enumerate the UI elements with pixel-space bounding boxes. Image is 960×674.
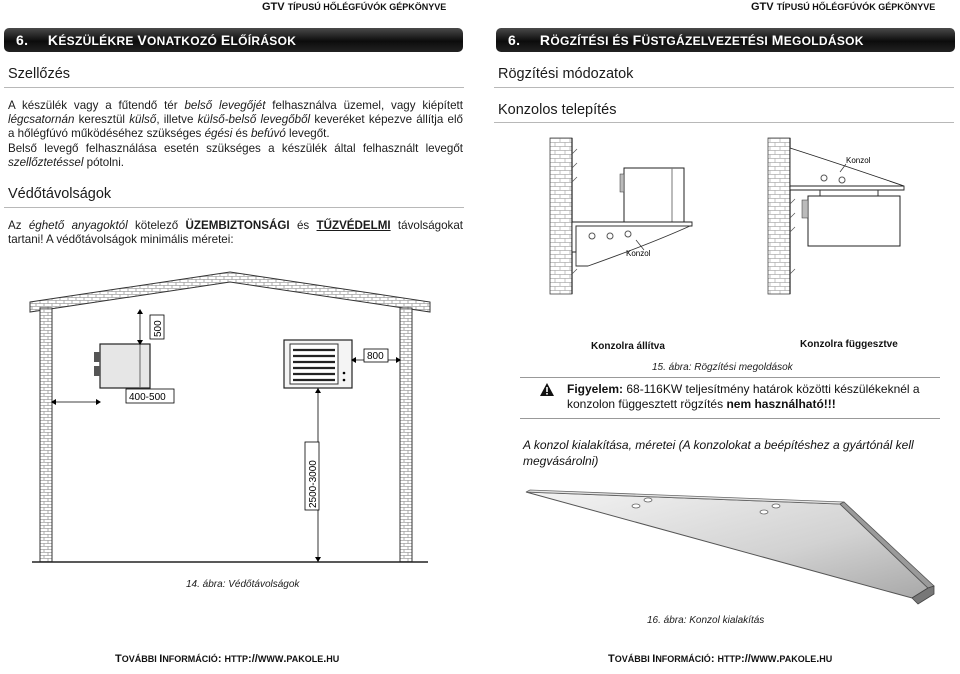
section-number: 6.: [16, 32, 29, 48]
heater-front-view: [284, 340, 352, 388]
running-head-right: [751, 1, 935, 13]
paragraph: [8, 219, 463, 247]
section-bar-right: [496, 28, 955, 52]
text-run: TŰZVÉDELMI: [316, 219, 391, 232]
running-head-text: TÍPUSÚ HŐLÉGFÚVÓK GÉPKÖNYVE: [776, 2, 936, 12]
text-run: pótolni.: [83, 155, 125, 169]
running-head-left: [262, 1, 446, 13]
figure-caption-14: 14. ábra: Védőtávolságok: [186, 579, 300, 590]
section-number: 6.: [508, 32, 521, 48]
heading-rule: [4, 207, 464, 208]
section-bar-left: [4, 28, 463, 52]
paragraph: [8, 99, 463, 142]
bracket-plate: [526, 492, 928, 598]
text-run: távolságokat tartani! A védőtávolságok minimális méretei:: [8, 219, 464, 247]
text-run: 68-116KW teljesítmény határok közötti készülékeknél a konzolon függesztett rögzítés: [567, 382, 920, 411]
protective-distance-diagram: [28, 264, 438, 584]
text-run: külső-belső levegőből: [197, 113, 311, 127]
heading-vedotavolsagok: Védőtávolságok: [8, 186, 112, 202]
footer-left: TOVÁBBI INFORMÁCIÓ: HTTP://WWW.PAKOLE.HU: [115, 653, 340, 665]
text-run: , illetve: [156, 113, 198, 127]
section-title: RÖGZÍTÉSI ÉS FÜSTGÁZELVEZETÉSI MEGOLDÁSOK: [539, 32, 864, 48]
heading-rule: [494, 122, 954, 123]
text-run: külső: [129, 113, 157, 127]
heater-side-view: [94, 344, 150, 388]
text-run: belső levegőjét: [184, 99, 266, 112]
figure-caption-15: 15. ábra: Rögzítési megoldások: [652, 362, 793, 373]
text-run: levegőt.: [285, 127, 330, 141]
text-run: Az: [8, 219, 29, 232]
text-run: és: [289, 219, 317, 232]
dim-2500-3000: 2500-3000: [308, 460, 319, 508]
bracket-hanging: [768, 138, 904, 294]
warning-rule-bottom: [520, 418, 940, 419]
konzol-text: A konzol kialakítása, méretei (A konzolokat a beépítéshez a gyártónál kell megvásárolni): [523, 438, 914, 468]
warning-rule-top: [520, 377, 940, 378]
text-run: szellőztetéssel: [8, 155, 84, 169]
text-run: keveréket képezve állítja elő a hőlégfúvó működéséhez szükséges: [8, 113, 463, 141]
text-run: befúvó: [250, 127, 286, 141]
footer-right: TOVÁBBI INFORMÁCIÓ: HTTP://WWW.PAKOLE.HU: [608, 653, 833, 665]
heading-szellozes: Szellőzés: [8, 66, 71, 82]
text-run: égési: [204, 127, 233, 141]
dim-500: 500: [153, 320, 164, 337]
text-run: felhasználva üzemel, vagy kiépített: [265, 99, 463, 112]
text-run: Figyelem:: [567, 382, 624, 396]
label-konzolra-fuggesztve: Konzolra függesztve: [800, 339, 898, 350]
dim-800: 800: [367, 351, 384, 362]
bracket-standing: [550, 138, 692, 294]
text-run: Belső levegő felhasználása esetén szükséges a készülék által felhasznált levegőt: [8, 141, 463, 155]
bracket-design-drawing: [520, 484, 940, 614]
szellozes-text: [8, 99, 463, 170]
vedotav-text: [8, 219, 463, 247]
text-run: keresztül: [74, 113, 130, 127]
konzol-label-2: Konzol: [846, 156, 871, 165]
konzol-label-1: Konzol: [626, 249, 651, 258]
right-wall: [400, 308, 412, 562]
warning-text: [567, 382, 937, 412]
running-head-brand: GTV: [751, 1, 774, 13]
warning-triangle-icon: [540, 383, 554, 396]
heading-rogzitesi: Rögzítési módozatok: [498, 66, 634, 82]
text-run: légcsatornán: [8, 113, 75, 127]
section-title: KÉSZÜLÉKRE VONATKOZÓ ELŐÍRÁSOK: [47, 32, 297, 48]
heading-rule: [4, 87, 464, 88]
left-wall: [40, 308, 52, 562]
text-run: éghető anyagoktól: [28, 219, 128, 232]
heading-konzolos: Konzolos telepítés: [498, 102, 617, 118]
running-head-text: TÍPUSÚ HŐLÉGFÚVÓK GÉPKÖNYVE: [287, 2, 447, 12]
mounting-diagram: [540, 134, 920, 296]
label-konzolra-allitva: Konzolra állítva: [591, 341, 665, 352]
figure-caption-16: 16. ábra: Konzol kialakítás: [647, 615, 765, 626]
text-run: és: [232, 127, 251, 141]
roof: [30, 272, 430, 312]
text-run: kötelező: [127, 219, 186, 232]
text-run: ÜZEMBIZTONSÁGI: [185, 219, 290, 232]
paragraph: [8, 142, 463, 170]
text-run: nem használható!!!: [726, 397, 836, 411]
heading-rule: [494, 87, 954, 88]
text-run: A készülék vagy a fűtendő tér: [8, 99, 185, 112]
dim-400-500: 400-500: [129, 392, 166, 403]
running-head-brand: GTV: [262, 1, 285, 13]
